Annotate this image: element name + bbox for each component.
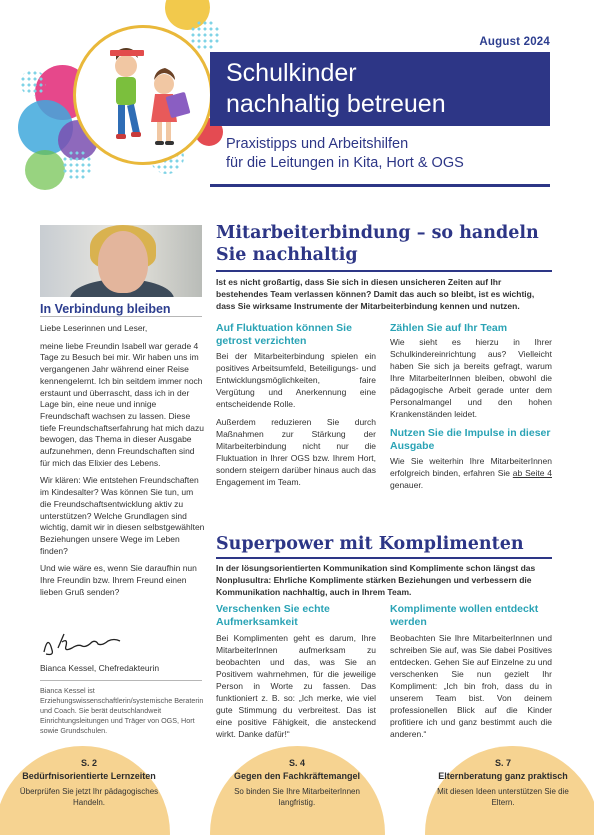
masthead [0, 0, 594, 192]
article2-subheading-1: Verschenken Sie echte Aufmerksamkeit [216, 603, 330, 628]
article1-column-left [216, 350, 376, 494]
teaser-page-number: S. 4 [288, 758, 305, 768]
article2-divider [216, 557, 552, 559]
article2-paragraph: Beobachten Sie Ihre MitarbeiterInnen und schreiben Sie auf, was Sie dabei Positives entdecken. Gehen Sie auf Einzelne zu und verschenken Sie nun gezielt Ihr Kompliment: „Ich bin froh, dass du in unserem Team bist. Von deinem professionellen Blick auf die Kinder profitiere ich und ganz bestimmt auch die anderen.“ [390, 633, 552, 739]
article2-subheading-2: Komplimente wollen entdeckt werden [390, 603, 539, 628]
teaser-text: Überprüfen Sie jetzt Ihr pädagogisches Handeln. [19, 787, 159, 807]
article1-paragraph: Wie sieht es hierzu in Ihrer Schulkindereinrichtung aus? Vielleicht haben Sie sich ja bereits gefragt, warum Ihre MitarbeiterInnen bleiben, obwohl die pädagogische Arbeit gerade unter dem Personalmangel und den hohen Krankenständen leidet. [390, 337, 552, 419]
article1-paragraph: Bei der Mitarbeiterbindung spielen ein positives Arbeitsumfeld, Beteiligungs- und Entwicklungsmöglichkeiten, faire Vergütung und Anerkennung eine entscheidende Rolle. [216, 351, 376, 409]
sidebar-divider [40, 316, 202, 317]
signature-icon [40, 628, 130, 658]
teaser-page-4[interactable] [222, 758, 372, 808]
decor-circle-green [25, 150, 65, 190]
letter-paragraph: meine liebe Freundin Isabell war gerade 4 Tage zu Besuch bei mir. Wir haben uns im vergangenen Jahr während einer Reise kennengelernt. Ich bin seitdem immer noch erstaunt und überrascht, dass ich in der Lage bin, eine neue und innige Freundschaft wachsen zu lassen. Diese tiefe Freundschaftserfahrung hat mich dazu bewogen, das Thema in dieser Ausgabe aufzunehmen, denn Freundschaften sind für mich das Elixier des Lebens. [40, 340, 204, 468]
teaser-title: Elternberatung ganz praktisch [438, 771, 568, 781]
article1-lead: Ist es nicht großartig, dass Sie sich in diesen unsicheren Zeiten auf Ihr bestehendes Team verlassen können? Damit das auch so bleibt, ist es wichtig, dass Sie wirksame Instrumente der Mitarbeiterbindung kennen und nutzen. [216, 277, 535, 311]
newsletter-title [226, 58, 546, 120]
teaser-page-number: S. 7 [494, 758, 511, 768]
article2-lead: In der lösungsorientierten Kommunikation sind Komplimente schon längst das Nonplusultra: Ehrliche Komplimente stärken Beziehungen und verbessern die Kommunikation nachhaltig, auch in Ihrem Team. [216, 563, 536, 597]
signature-name: Bianca Kessel, Chefredakteurin [40, 663, 160, 673]
teaser-text: Mit diesen Ideen unterstützen Sie die Eltern. [437, 787, 569, 807]
letter-paragraph: Wir klären: Wie entstehen Freundschaften im Kindesalter? Was können Sie tun, um die Freundschaftsentwicklung aktiv zu unterstützen? Welche Grundlagen sind wichtig, damit wir in diesen selbstgewählten Beziehungen unsere Wege im Leben finden? [40, 475, 205, 556]
decor-dots [20, 70, 46, 96]
article2-paragraph: Bei Komplimenten geht es darum, Ihre MitarbeiterInnen aufmerksam zu beobachten und das, was Sie an Positivem wahrnehmen, für die jeweilige Person in Worte zu fassen. Das funktioniert z. B. so: „Ich merke, wie viel gute Stimmung du verbreitest. Das ist eine positive Fähigkeit, die ansteckend wirkt. Danke dafür!“ [216, 633, 376, 739]
article1-text: genauer. [390, 480, 424, 490]
issue-date: August 2024 [479, 36, 550, 48]
header-divider [210, 184, 550, 187]
letter-paragraph: Und wie wäre es, wenn Sie daraufhin nun Ihre Freundin bzw. Ihrem Freund einen lieben Gruß senden? [40, 563, 197, 597]
children-icon [76, 28, 210, 162]
teaser-title: Bedürfnisorientierte Lernzeiten [22, 771, 156, 781]
teaser-page-number: S. 2 [80, 758, 97, 768]
title-line-1: Schulkinder [226, 59, 357, 87]
article2-title: Superpower mit Komplimenten [216, 534, 524, 554]
title-line-2: nachhaltig betreuen [226, 90, 446, 118]
editor-photo [40, 225, 202, 297]
children-illustration [73, 25, 213, 165]
article1-subheading-1: Auf Fluktuation können Sie getrost verzichten [216, 322, 352, 347]
editorial-letter [40, 323, 205, 604]
subtitle-line-2: für die Leitungen in Kita, Hort & OGS [226, 155, 464, 171]
article1-subheading-3: Nutzen Sie die Impulse in dieser Ausgabe [390, 427, 551, 452]
article1-paragraph: Außerdem reduzieren Sie durch Maßnahmen zur Stärkung der Mitarbeiterbindung nicht nur die Fluktuation in Ihrer OGS bzw. Ihrem Hort, sondern steigern darüber hinaus auch das Engagement im Team. [216, 417, 376, 487]
newsletter-subtitle [226, 135, 556, 173]
teaser-text: So binden Sie Ihre MitarbeiterInnen langfristig. [234, 787, 360, 807]
article1-text: Wie Sie weiterhin Ihre MitarbeiterInnen erfolgreich binden, erfahren Sie [390, 456, 552, 478]
article1-subheading-2: Zählen Sie auf Ihr Team [390, 322, 508, 334]
sidebar-heading: In Verbindung bleiben [40, 302, 171, 316]
teaser-page-7[interactable] [428, 758, 578, 808]
teaser-title: Gegen den Fachkräftemangel [233, 771, 361, 781]
article1-divider [216, 270, 552, 272]
author-bio: Bianca Kessel ist Erziehungswissenschaftlerin/systemische Beraterin und Coach. Sie berät deutschlandweit Einrichtungsleitungen und Träger von OGS, Hort sowie Grundschulen. [40, 686, 204, 735]
page-4-link[interactable]: ab Seite 4 [512, 468, 552, 478]
teaser-page-2[interactable] [14, 758, 164, 808]
article1-title: Mitarbeiterbindung – so handeln Sie nachhaltig [216, 223, 539, 265]
subtitle-line-1: Praxistipps und Arbeitshilfen [226, 136, 409, 152]
photo-face [98, 231, 148, 293]
letter-paragraph: Liebe Leserinnen und Leser, [40, 323, 148, 333]
bio-divider [40, 680, 202, 681]
article1-paragraph [390, 455, 552, 491]
